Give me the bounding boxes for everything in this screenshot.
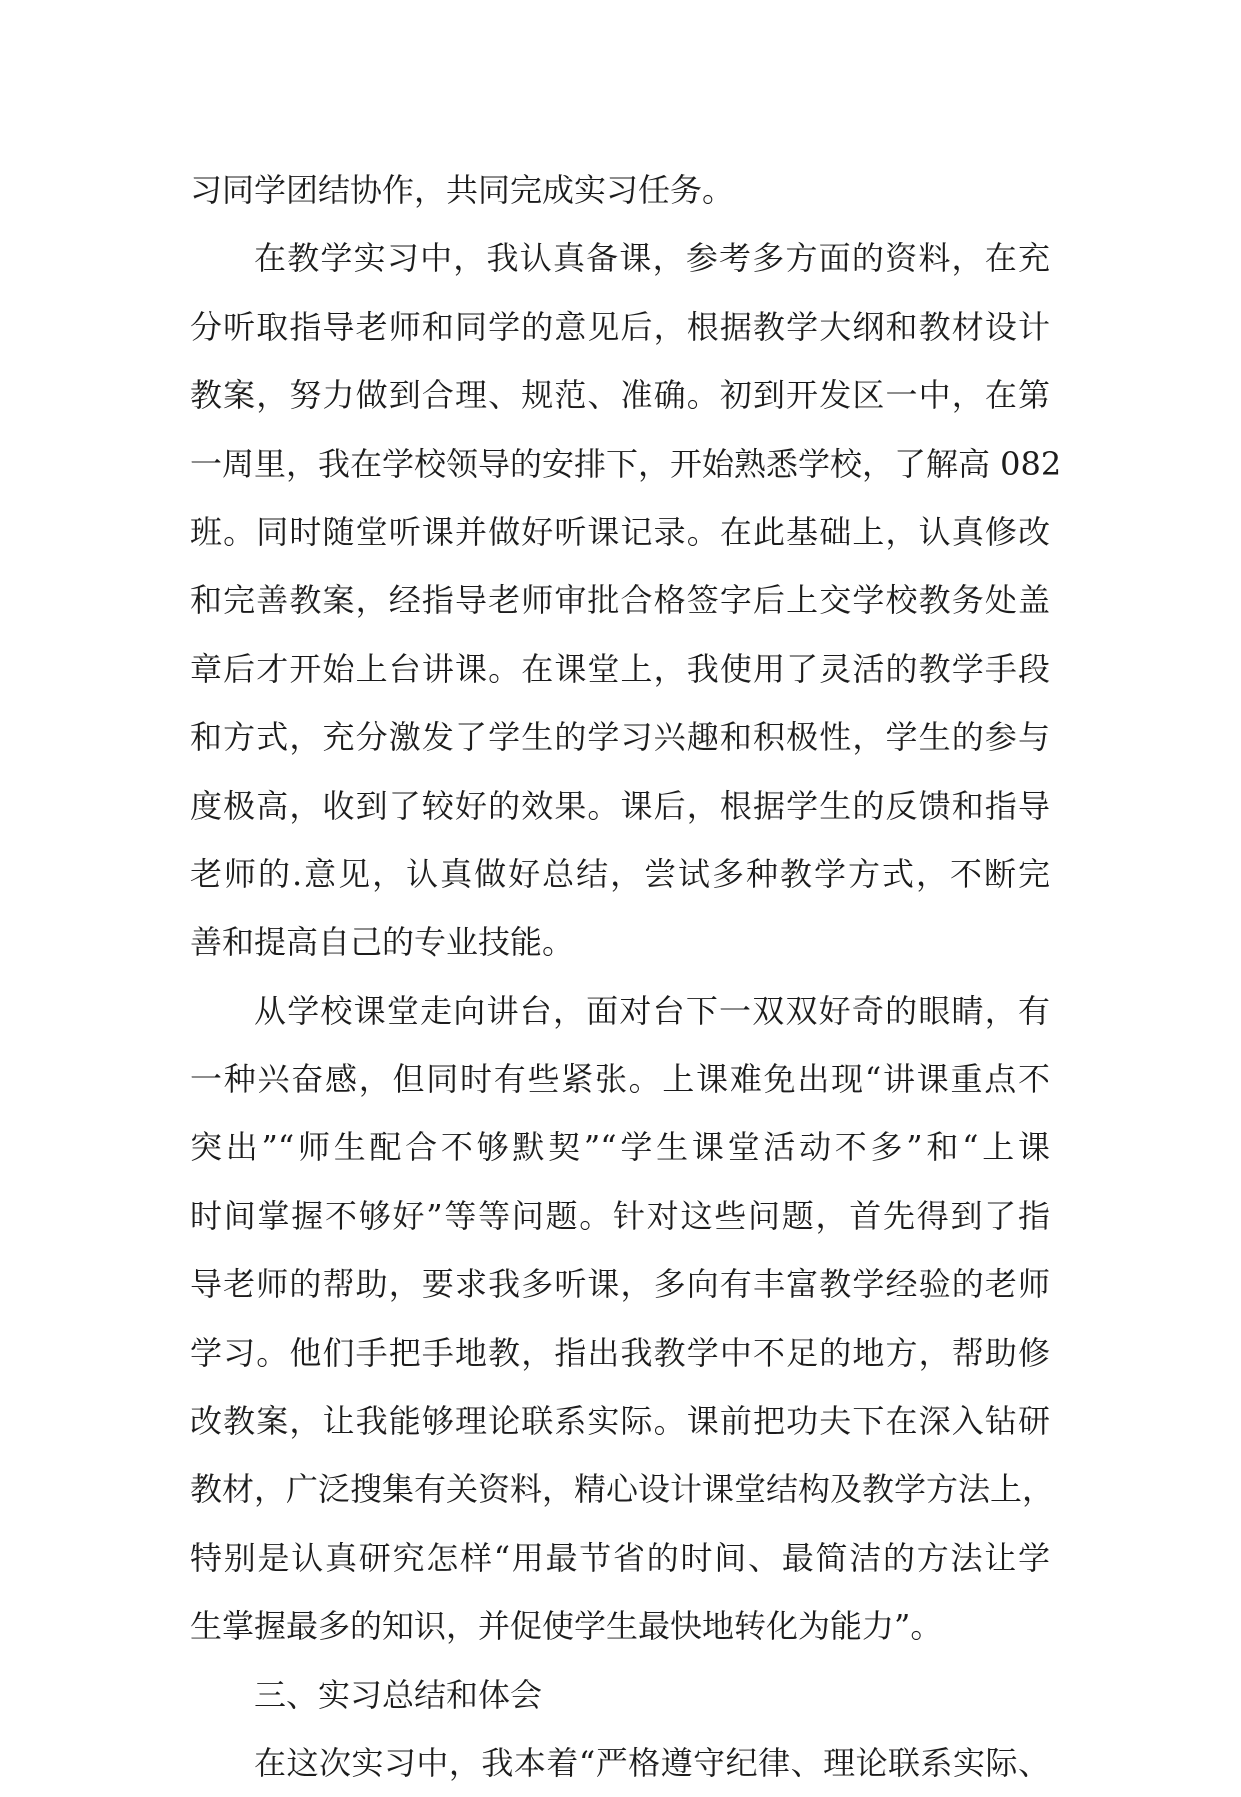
p2-line-11: 善和提高自己的专业技能。 xyxy=(190,923,575,962)
p2-line-3: 教案，努力做到合理、规范、准确。初到开发区一中，在第 xyxy=(190,376,1050,415)
p3-line-6: 学习。他们手把手地教，指出我教学中不足的地方，帮助修 xyxy=(190,1333,1050,1372)
body-text xyxy=(190,156,1062,1797)
p2-line-1: 在教学实习中，我认真备课，参考多方面的资料，在充 xyxy=(254,239,1050,278)
p2-line-5: 班。同时随堂听课并做好听课记录。在此基础上，认真修改 xyxy=(190,512,1050,551)
p3-line-7: 改教案，让我能够理论联系实际。课前把功夫下在深入钻研 xyxy=(190,1402,1050,1441)
p3-line-2: 一种兴奋感，但同时有些紧张。上课难免出现“讲课重点不 xyxy=(190,1060,1050,1099)
p3-line-1: 从学校课堂走向讲台，面对台下一双双好奇的眼睛，有 xyxy=(254,991,1050,1030)
p2-line-9: 度极高，收到了较好的效果。课后，根据学生的反馈和指导 xyxy=(190,786,1050,825)
p3-line-5: 导老师的帮助，要求我多听课，多向有丰富教学经验的老师 xyxy=(190,1265,1050,1304)
p3-line-8: 教材，广泛搜集有关资料，精心设计课堂结构及教学方法上， xyxy=(190,1470,1055,1509)
p2-line-6: 和完善教案，经指导老师审批合格签字后上交学校教务处盖 xyxy=(190,581,1050,620)
p2-line-10: 老师的.意见，认真做好总结，尝试多种教学方式，不断完 xyxy=(190,854,1050,893)
p2-line-4: 一周里，我在学校领导的安排下，开始熟悉学校，了解高 082 xyxy=(190,444,1062,483)
p3-line-3: 突出”“师生配合不够默契”“学生课堂活动不多”和“上课 xyxy=(190,1128,1050,1167)
p3-line-4: 时间掌握不够好”等等问题。针对这些问题，首先得到了指 xyxy=(190,1196,1050,1235)
p3-line-9: 特别是认真研究怎样“用最节省的时间、最简洁的方法让学 xyxy=(190,1538,1050,1577)
p2-line-2: 分听取指导老师和同学的意见后，根据教学大纲和教材设计 xyxy=(190,307,1050,346)
p3-line-10: 生掌握最多的知识，并促使学生最快地转化为能力”。 xyxy=(190,1607,943,1646)
p2-line-7: 章后才开始上台讲课。在课堂上，我使用了灵活的教学手段 xyxy=(190,649,1050,688)
p2-line-8: 和方式，充分激发了学生的学习兴趣和积极性，学生的参与 xyxy=(190,718,1050,757)
p1-line-1: 习同学团结协作，共同完成实习任务。 xyxy=(190,171,735,209)
section-heading: 三、实习总结和体会 xyxy=(254,1675,543,1714)
p5-line-1: 在这次实习中，我本着“严格遵守纪律、理论联系实际、 xyxy=(254,1743,1050,1782)
